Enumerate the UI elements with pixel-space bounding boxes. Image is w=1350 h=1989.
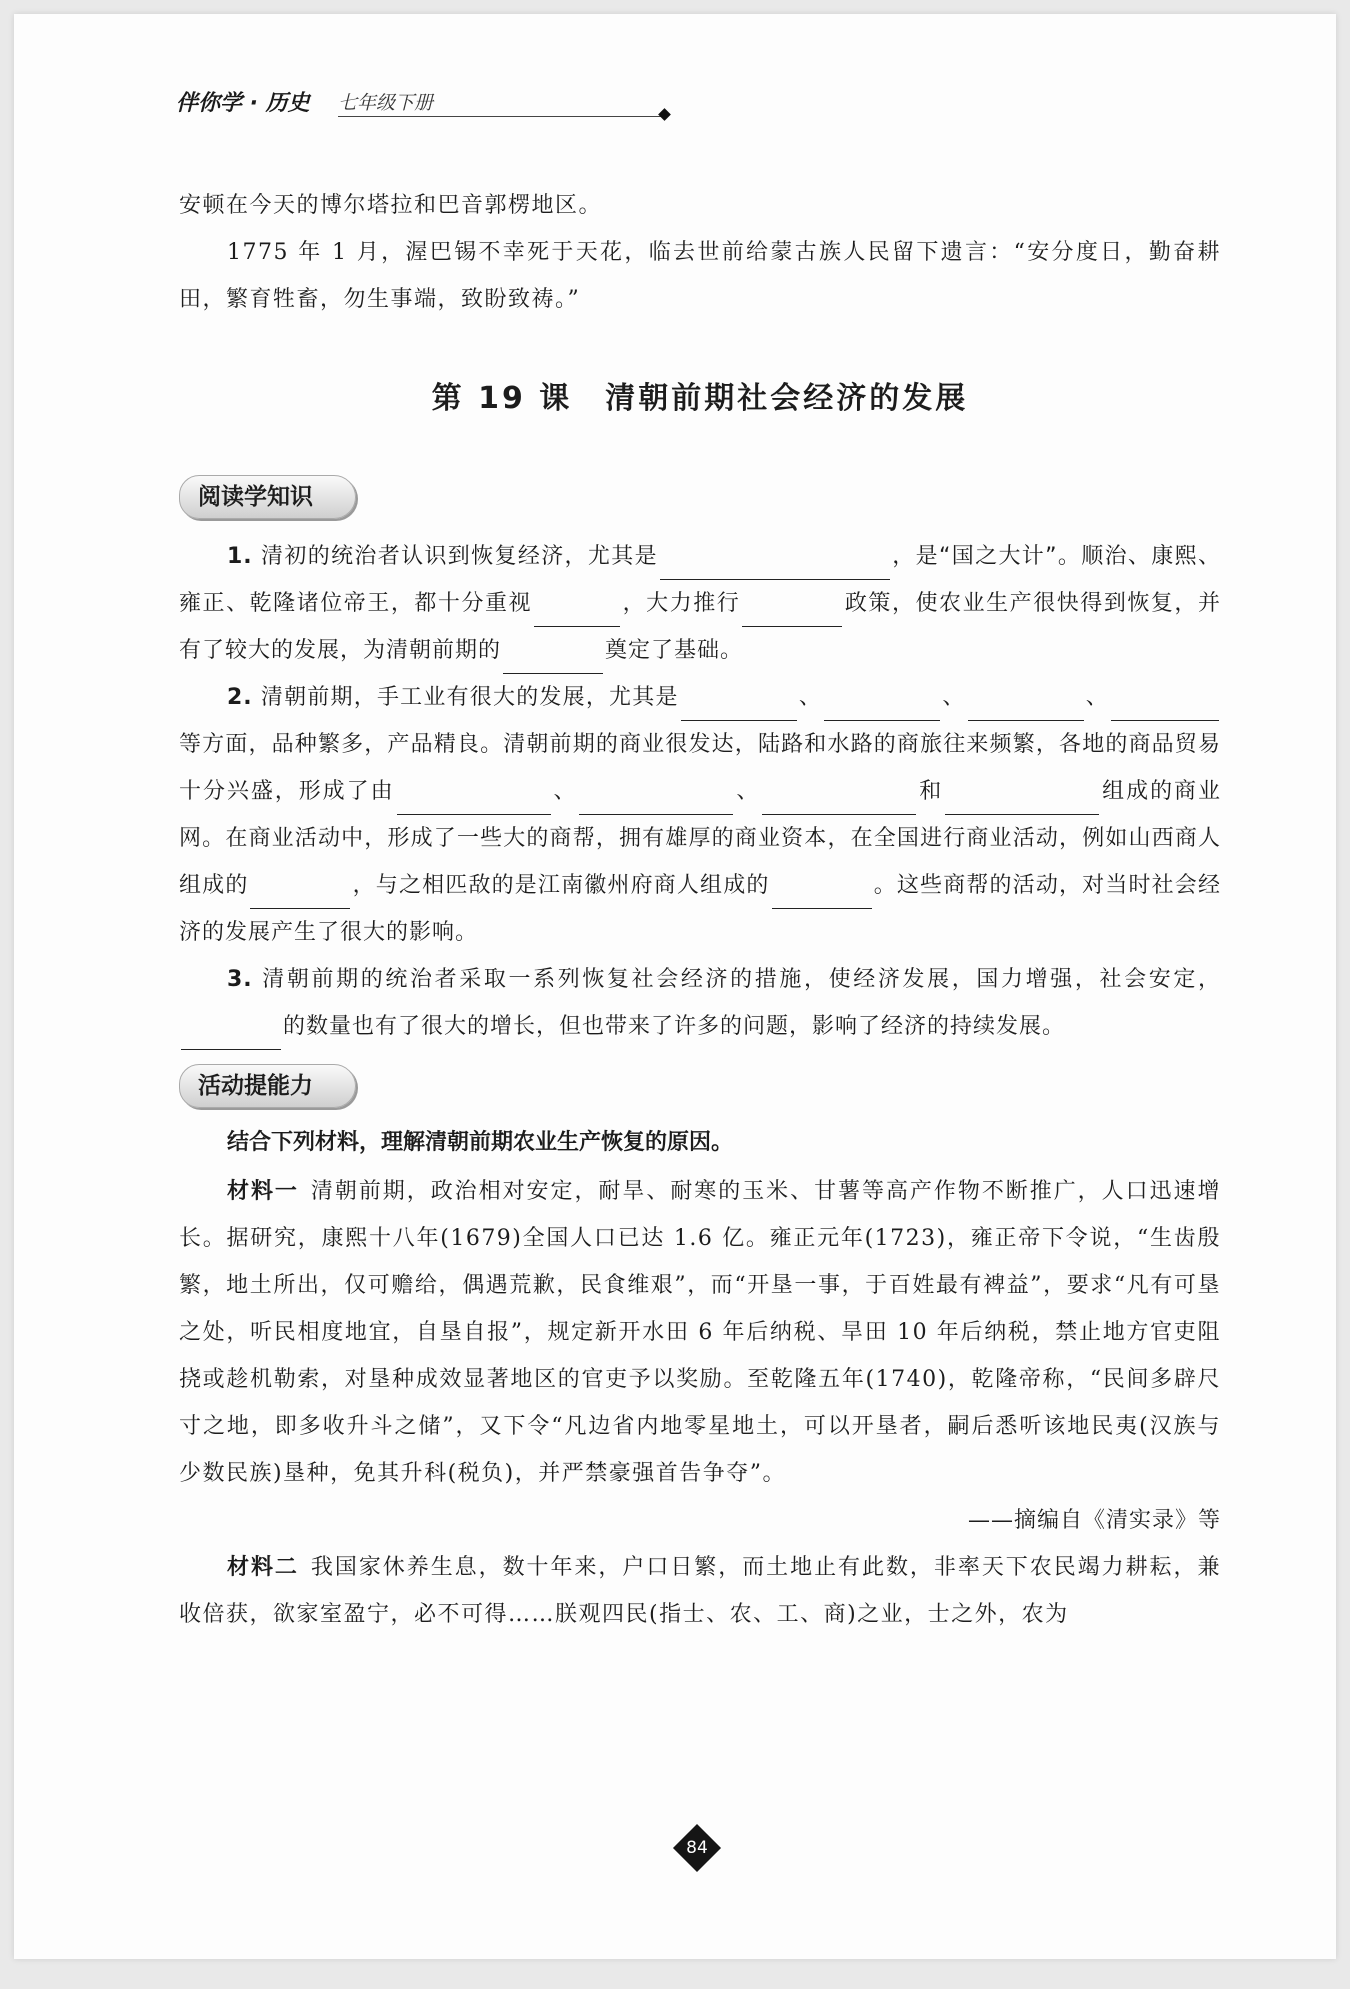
question-text: ，与之相匹敌的是江南徽州府商人组成的 [352, 873, 770, 898]
top-paragraph: 1775 年 1 月，渥巴锡不幸死于天花，临去世前给蒙古族人民留下遗言：“安分度日，勤奋耕田，繁育牲畜，勿生事端，致盼致祷。” [179, 240, 1221, 312]
section-activity [179, 1064, 1221, 1110]
book-brand: 伴你学 · 历史 [176, 91, 310, 116]
answer-blank[interactable] [397, 784, 551, 815]
question-text: 清朝前期，手工业有很大的发展，尤其是 [260, 685, 679, 710]
question-number: 3. [227, 967, 253, 992]
page-number-text: 84 [686, 1838, 708, 1858]
answer-blank[interactable] [660, 549, 890, 580]
material-1-source: ——摘编自《清实录》等 [967, 1508, 1221, 1533]
question-text: 等方面，品种繁多，产品精良。清朝前期的商业很发达，陆路和水路的商旅往来频繁，各地的商品贸易十分兴盛，形成了由 [179, 732, 1221, 804]
section-read [179, 475, 1221, 521]
top-line: 安顿在今天的博尔塔拉和巴音郭楞地区。 [179, 193, 603, 218]
section-activity-label: 活动提能力 [179, 1064, 356, 1108]
section-read-label: 阅读学知识 [179, 475, 356, 519]
answer-blank[interactable] [250, 878, 350, 909]
answer-blank[interactable] [762, 784, 916, 815]
answer-blank[interactable] [824, 690, 940, 721]
answer-blank[interactable] [534, 596, 620, 627]
activity-task: 结合下列材料，理解清朝前期农业生产恢复的原因。 [227, 1130, 734, 1155]
answer-blank[interactable] [681, 690, 797, 721]
question-text: 清初的统治者认识到恢复经济，尤其是 [261, 544, 658, 569]
answer-blank[interactable] [945, 784, 1099, 815]
question-number: 2. [227, 685, 253, 710]
question-text: 政策，使农业生产很快得到恢复，并有了较大的发展，为清朝前期的 [179, 591, 1221, 663]
question-text: 组成的商业网。在商业活动中，形成了一些大的商帮，拥有雄厚的商业资本，在全国进行商业活动，例如山西商人组成的 [179, 779, 1221, 898]
material-2-label: 材料二 [227, 1555, 299, 1580]
answer-blank[interactable] [181, 1019, 281, 1050]
question-text: 。这些商帮的活动，对当时社会经济的发展产生了很大的影响。 [179, 873, 1221, 945]
running-header [176, 86, 516, 118]
question-text: ，是“国之大计”。顺治、康熙、雍正、乾隆诸位帝王，都十分重视 [179, 544, 1221, 616]
separator: 、 [942, 685, 966, 710]
answer-blank[interactable] [1111, 690, 1219, 721]
header-diamond-icon [658, 108, 671, 121]
separator: 、 [552, 779, 578, 804]
grade-label: 七年级下册 [338, 92, 434, 114]
answer-blank[interactable] [772, 878, 872, 909]
question-3 [179, 956, 1221, 1050]
question-2 [179, 674, 1221, 956]
answer-blank[interactable] [742, 596, 842, 627]
page-content [179, 182, 1221, 1638]
material-1-label: 材料一 [227, 1179, 299, 1204]
header-rule [338, 116, 664, 117]
material-2-text: 我国家休养生息，数十年来，户口日繁，而土地止有此数，非率天下农民竭力耕耘，兼收倍获，欲家室盈宁，必不可得……朕观四民(指士、农、工、商)之业，士之外，农为 [179, 1555, 1221, 1627]
lesson-title: 第 19 课 清朝前期社会经济的发展 [431, 381, 969, 416]
question-text: 奠定了基础。 [605, 638, 744, 663]
question-text: 的数量也有了很大的增长，但也带来了许多的问题，影响了经济的持续发展。 [283, 1014, 1066, 1039]
material-1 [179, 1168, 1221, 1497]
separator: 、 [798, 685, 823, 710]
separator: 、 [1085, 685, 1109, 710]
material-1-text: 清朝前期，政治相对安定，耐旱、耐寒的玉米、甘薯等高产作物不断推广，人口迅速增长。据研究，康熙十八年(1679)全国人口已达 1.6 亿。雍正元年(1723)，雍正帝下令说，“生齿殷繁，地土所出，仅可赡给，偶遇荒歉，民食维艰”，而“开垦一事，于百姓最有裨益”，要求“凡有可垦之处，听民相度地宜，自垦自报”，规定新开水田 6 年后纳税、旱田 10 年后纳税，禁止地方官吏阻挠或趁机勒索，对垦种成效显著地区的官吏予以奖励。至乾隆五年(1740)，乾隆帝称，“民间多辟尺寸之地，即多收升斗之储”，又下令“凡边省内地零星地土，可以开垦者，嗣后悉听该地民夷(汉族与少数民族)垦种，免其升科(税负)，并严禁豪强首告争夺”。 [179, 1179, 1221, 1486]
question-text: 清朝前期的统治者采取一系列恢复社会经济的措施，使经济发展，国力增强，社会安定， [262, 967, 1221, 992]
question-text: ，大力推行 [622, 591, 741, 616]
question-number: 1. [227, 544, 253, 569]
material-2 [179, 1544, 1221, 1638]
question-1 [179, 533, 1221, 674]
answer-blank[interactable] [503, 643, 603, 674]
separator: 、 [735, 779, 761, 804]
page-number [677, 1828, 717, 1868]
answer-blank[interactable] [579, 784, 733, 815]
answer-blank[interactable] [968, 690, 1084, 721]
question-text: 和 [918, 779, 944, 804]
page [14, 14, 1336, 1959]
